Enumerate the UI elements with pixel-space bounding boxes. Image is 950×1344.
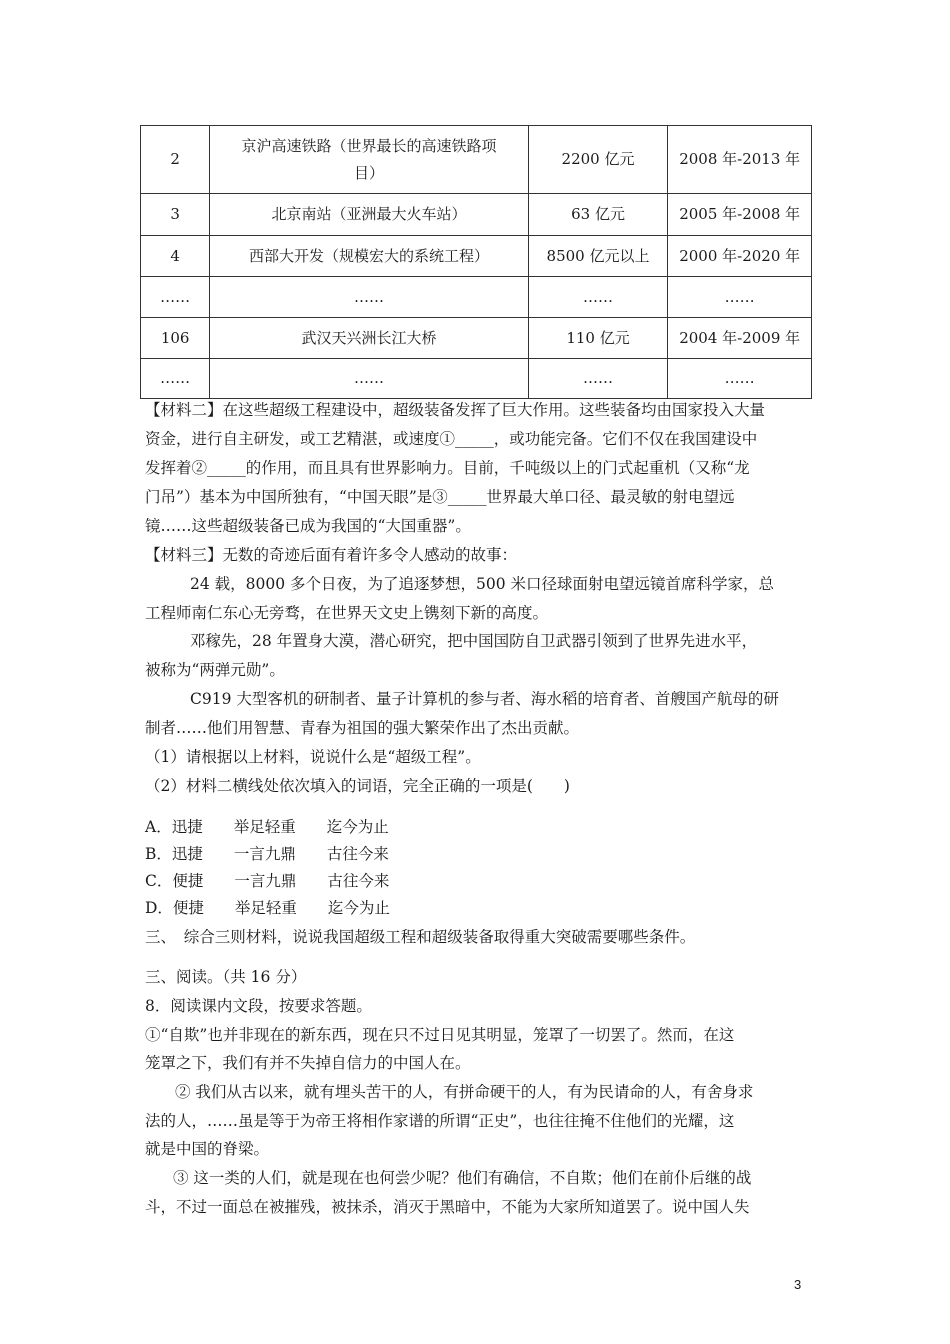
table-row: [141, 359, 812, 399]
passage-line: ② 我们从古以来，就有埋头苦干的人，有拼命硬干的人，有为民请命的人，有舍身求: [175, 1083, 754, 1101]
section-heading: 三、阅读。（共 16 分）: [145, 968, 307, 986]
cell-period: 2005 年-2008 年: [668, 194, 812, 236]
passage-line: 斗，不过一面总在被摧残，被抹杀，消灭于黑暗中，不能为大家所知道罢了。说中国人失: [145, 1198, 750, 1216]
cell-name: [210, 126, 528, 194]
passage-line: 就是中国的脊梁。: [145, 1140, 270, 1158]
option-b: B．迅捷 一言九鼎 古往今来: [145, 845, 389, 863]
material-two-line: 资金，进行自主研发，或工艺精湛，或速度①_____，或功能完备。它们不仅在我国建设中: [145, 430, 758, 448]
passage-line: 法的人，……虽是等于为帝王将相作家谱的所谓“正史”，也往往掩不住他们的光耀，这: [145, 1112, 735, 1130]
table-row: [141, 277, 812, 318]
passage-line: 笼罩之下，我们有并不失掉自信力的中国人在。: [145, 1054, 471, 1072]
cell-name-line2: 目）: [354, 163, 385, 182]
material-two-line: 【材料二】在这些超级工程建设中，超级装备发挥了巨大作用。这些装备均由国家投入大量: [145, 401, 766, 419]
cell-no: ……: [141, 359, 210, 399]
table-row: [141, 194, 812, 236]
option-c: C．便捷 一言九鼎 古往今来: [145, 872, 390, 890]
passage-line: ①“自欺”也并非现在的新东西，现在只不过日见其明显，笼罩了一切罢了。然而，在这: [145, 1026, 735, 1044]
cell-no: ……: [141, 277, 210, 318]
cell-period: 2000 年-2020 年: [668, 236, 812, 277]
story-paragraph: 24 载，8000 多个日夜，为了追逐梦想，500 米口径球面射电望远镜首席科学家，总: [190, 575, 775, 593]
cell-name: 武汉天兴洲长江大桥: [210, 318, 528, 359]
story-paragraph: 被称为“两弹元勋”。: [145, 661, 285, 679]
cell-cost: ……: [528, 277, 668, 318]
passage-line: ③ 这一类的人们，就是现在也何尝少呢？他们有确信，不自欺；他们在前仆后继的战: [173, 1169, 752, 1187]
cell-name-line1: 京沪高速铁路（世界最长的高速铁路项: [241, 136, 497, 155]
option-a: A．迅捷 举足轻重 迄今为止: [145, 818, 389, 836]
cell-no: 4: [141, 236, 210, 277]
table-row: [141, 318, 812, 359]
cell-cost: 63 亿元: [528, 194, 668, 236]
story-paragraph: 工程师南仁东心无旁骛，在世界天文史上镌刻下新的高度。: [145, 604, 549, 622]
project-table: [140, 125, 812, 399]
cell-cost: 2200 亿元: [528, 126, 668, 194]
cell-period: ……: [668, 359, 812, 399]
story-paragraph: 制者……他们用智慧、青春为祖国的强大繁荣作出了杰出贡献。: [145, 719, 580, 737]
option-d: D．便捷 举足轻重 迄今为止: [145, 899, 390, 917]
cell-name: ……: [210, 277, 528, 318]
story-paragraph: 邓稼先，28 年置身大漠，潜心研究，把中国国防自卫武器引领到了世界先进水平，: [190, 632, 758, 650]
cell-period: ……: [668, 277, 812, 318]
question-1: （1）请根据以上材料，说说什么是“超级工程”。: [145, 748, 481, 766]
cell-name: 西部大开发（规模宏大的系统工程）: [210, 236, 528, 277]
cell-cost: 8500 亿元以上: [528, 236, 668, 277]
table-row: [141, 236, 812, 277]
material-three-heading: 【材料三】无数的奇迹后面有着许多令人感动的故事：: [145, 546, 518, 564]
cell-cost: 110 亿元: [528, 318, 668, 359]
table-row: [141, 126, 812, 194]
question-8: 8．阅读课内文段，按要求答题。: [145, 997, 372, 1015]
story-paragraph: C919 大型客机的研制者、量子计算机的参与者、海水稻的培育者、首艘国产航母的研: [190, 690, 779, 708]
question-3: 三、 综合三则材料，说说我国超级工程和超级装备取得重大突破需要哪些条件。: [145, 928, 696, 946]
question-2: （2）材料二横线处依次填入的词语，完全正确的一项是( ): [145, 777, 570, 795]
cell-no: 2: [141, 126, 210, 194]
cell-period: 2008 年-2013 年: [668, 126, 812, 194]
material-two-line: 门吊”）基本为中国所独有，“中国天眼”是③_____世界最大单口径、最灵敏的射电望远: [145, 488, 735, 506]
cell-period: 2004 年-2009 年: [668, 318, 812, 359]
cell-no: 106: [141, 318, 210, 359]
cell-name: 北京南站（亚洲最大火车站）: [210, 194, 528, 236]
cell-name: ……: [210, 359, 528, 399]
cell-cost: ……: [528, 359, 668, 399]
material-two-line: 镜……这些超级装备已成为我国的“大国重器”。: [145, 517, 471, 535]
material-two-line: 发挥着②_____的作用，而且具有世界影响力。目前，千吨级以上的门式起重机（又称“龙: [145, 459, 750, 477]
cell-no: 3: [141, 194, 210, 236]
page-number: 3: [794, 1277, 802, 1292]
